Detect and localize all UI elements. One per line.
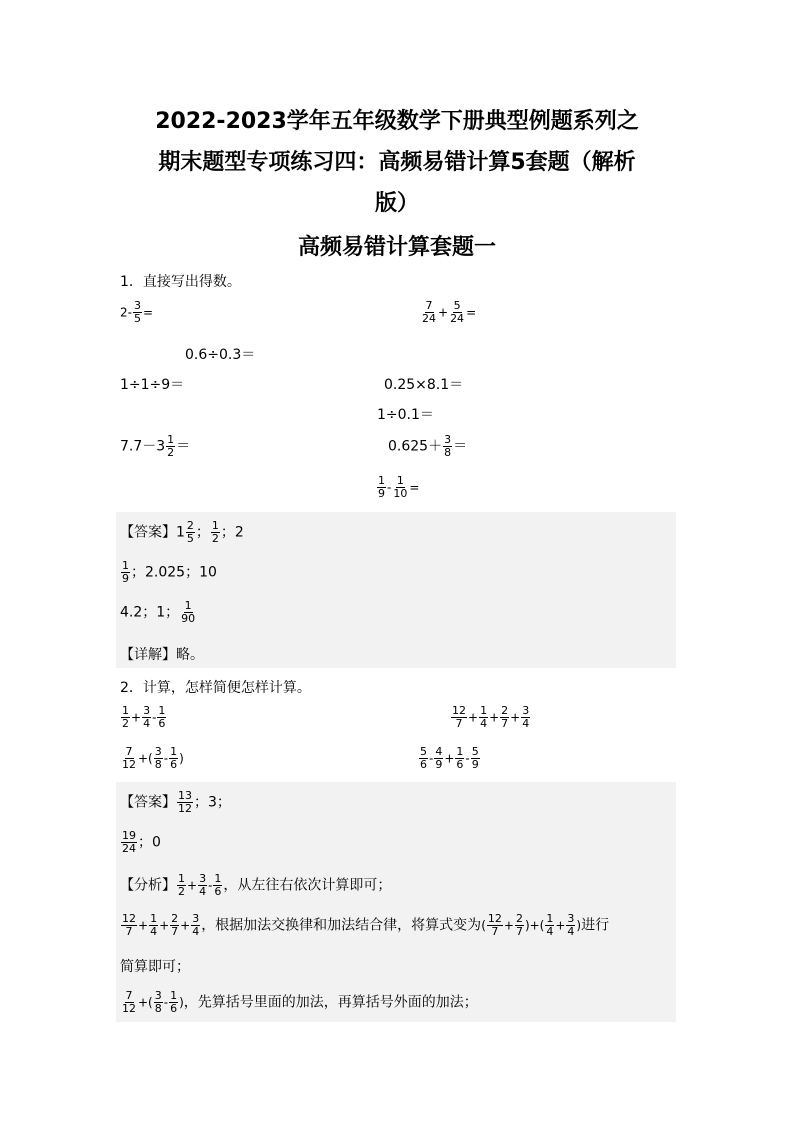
q1-expr-4: 1÷1÷9＝ (120, 377, 185, 393)
q1-expr-2: $\frac{7}{24}$ + $\frac{5}{24}$ = (422, 299, 477, 325)
q1-expr-7: 7.7－3 $\frac{1}{2}$ ＝ (120, 433, 191, 459)
q1-answer-line-1: 【答案】1 $\frac{2}{5}$ ； $\frac{1}{2}$ ；2 (120, 519, 244, 545)
q2-analysis-line-4: $\frac{7}{12}$ +( $\frac{3}{8}$ - $\frac{1}{6}$ )，先算括号里面的加法，再算括号外面的加法； (122, 989, 478, 1015)
subtitle: 高频易错计算套题一 (297, 235, 496, 260)
title-line-1: 2022-2023学年五年级数学下册典型例题系列之 (155, 109, 639, 134)
q1-answer-line-2: $\frac{1}{9}$ ；2.025；10 (122, 559, 217, 585)
q1-answer-line-3: 4.2；1； $\frac{1}{90}$ (120, 599, 196, 625)
q1-detail: 【详解】略。 (120, 647, 204, 663)
q2-analysis-line-2: $\frac{12}{7}$ + $\frac{1}{4}$ + $\frac{2}{7}$ + $\frac{3}{4}$ ，根据加法交换律和加法结合律，将算式变为( $\frac{12}{7}$ + $\frac{2}{7}$ )+( $\frac{1}{4}$ + $\frac{3}{4}$ )进行 (122, 912, 610, 938)
q1-expr-5: 0.25×8.1＝ (384, 377, 464, 393)
q1-expr-6: 1÷0.1＝ (377, 407, 434, 423)
q2-answer-block (116, 782, 676, 1022)
title-line-2: 期末题型专项练习四：高频易错计算5套题（解析 (158, 150, 636, 175)
q1-expr-9: $\frac{1}{9}$ - $\frac{1}{10}$ = (378, 474, 420, 500)
q2-answer-line-2: $\frac{19}{24}$ ；0 (122, 829, 161, 855)
q2-heading: 2．计算，怎样简便怎样计算。 (120, 680, 311, 696)
q2-expr-2: $\frac{12}{7}$ + $\frac{1}{4}$ + $\frac{2}{7}$ + $\frac{3}{4}$ (452, 704, 530, 730)
q2-expr-1: $\frac{1}{2}$ + $\frac{3}{4}$ - $\frac{1}{6}$ (122, 704, 166, 730)
q2-answer-line-1: 【答案】 $\frac{13}{12}$ ；3； (120, 789, 231, 815)
q2-expr-3: $\frac{7}{12}$ +( $\frac{3}{8}$ - $\frac{1}{6}$ ) (122, 745, 184, 771)
q2-analysis-line-3: 简算即可； (120, 959, 190, 975)
q1-heading: 1．直接写出得数。 (120, 274, 241, 290)
q2-expr-4: $\frac{5}{6}$ - $\frac{4}{9}$ + $\frac{1}{6}$ - $\frac{5}{9}$ (420, 745, 479, 771)
q2-analysis-line-1: 【分析】 $\frac{1}{2}$ + $\frac{3}{4}$ - $\frac{1}{6}$ ，从左往右依次计算即可； (120, 872, 392, 898)
q1-expr-8: 0.625＋ $\frac{3}{8}$ ＝ (388, 433, 468, 459)
q1-expr-3: 0.6÷0.3＝ (185, 347, 256, 363)
q1-expr-1: 2- $\frac{3}{5}$ = (120, 299, 154, 325)
title-line-3: 版） (374, 191, 419, 216)
